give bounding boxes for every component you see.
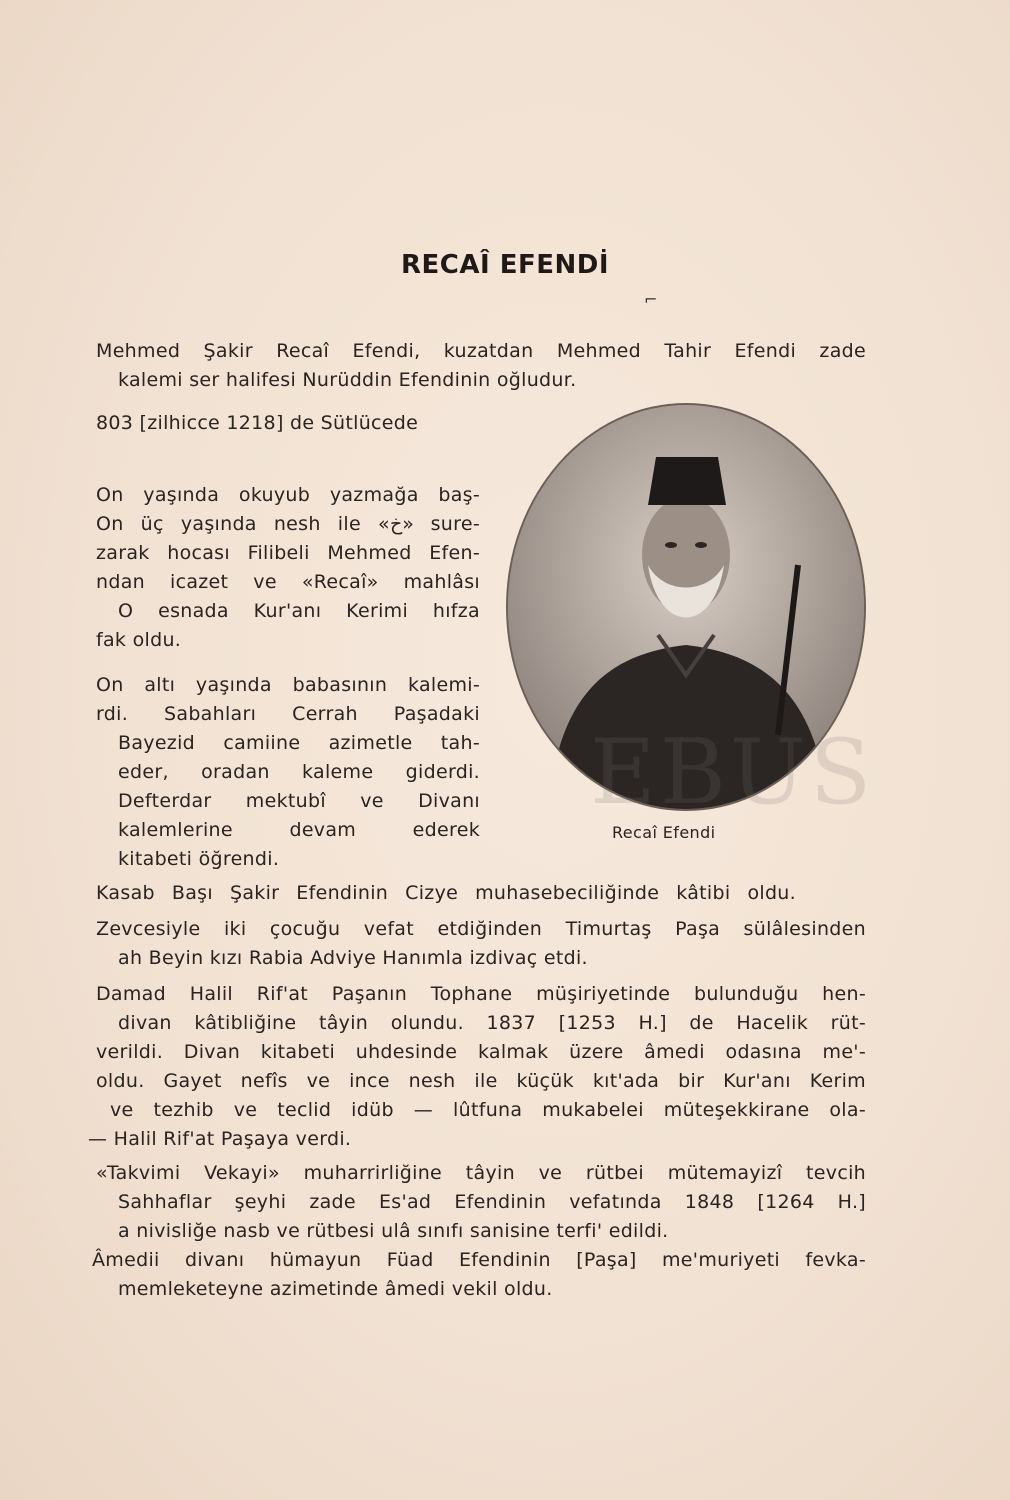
text-line: Kasab Başı Şakir Efendinin Cizye muhasebeciliğinde kâtibi oldu. bbox=[96, 882, 796, 904]
text-line: O esnada Kur'anı Kerimi hıfza bbox=[118, 600, 480, 622]
text-line: 803 [zilhicce 1218] de Sütlücede bbox=[96, 412, 419, 434]
text-line: eder, oradan kaleme giderdi. bbox=[118, 761, 480, 783]
text-line: verildi. Divan kitabeti uhdesinde kalmak üzere âmedi odasına me'- bbox=[96, 1041, 866, 1063]
text-line: Mehmed Şakir Recaî Efendi, kuzatdan Mehmed Tahir Efendi zade bbox=[96, 340, 866, 362]
text-line: ah Beyin kızı Rabia Adviye Hanımla izdivaç etdi. bbox=[118, 947, 588, 969]
text-line: Bayezid camiine azimetle tah- bbox=[118, 732, 480, 754]
text-line: — Halil Rif'at Paşaya verdi. bbox=[88, 1128, 352, 1150]
text-line: fak oldu. bbox=[96, 629, 182, 651]
text-line: divan kâtibliğine tâyin olundu. 1837 [1253 H.] de Hacelik rüt- bbox=[118, 1012, 866, 1034]
text-line: kitabeti öğrendi. bbox=[118, 848, 280, 870]
text-line: a nivisliğe nasb ve rütbesi ulâ sınıfı sanisine terfi' edildi. bbox=[118, 1220, 669, 1242]
text-line: Damad Halil Rif'at Paşanın Tophane müşiriyetinde bulunduğu hen- bbox=[96, 983, 866, 1005]
watermark-text: EBUS bbox=[590, 720, 876, 825]
portrait-caption: Recaî Efendi bbox=[612, 823, 716, 842]
text-line: Sahhaflar şeyhi zade Es'ad Efendinin vefatında 1848 [1264 H.] bbox=[118, 1191, 866, 1213]
text-line: oldu. Gayet nefîs ve ince nesh ile küçük kıt'ada bir Kur'anı Kerim bbox=[96, 1070, 866, 1092]
text-line: «Takvimi Vekayi» muharrirliğine tâyin ve rütbei mütemayizî tevcih bbox=[96, 1162, 866, 1184]
text-line: On üç yaşında nesh ile «خ» sure- bbox=[96, 513, 480, 535]
text-line: zarak hocası Filibeli Mehmed Efen- bbox=[96, 542, 480, 564]
text-line: ndan icazet ve «Recaî» mahlâsı bbox=[96, 571, 480, 593]
text-line: Defterdar mektubî ve Divanı bbox=[118, 790, 480, 812]
text-line: kalemlerine devam ederek bbox=[118, 819, 480, 841]
text-line: memleketeyne azimetinde âmedi vekil oldu. bbox=[118, 1278, 553, 1300]
text-line: On altı yaşında babasının kalemi- bbox=[96, 674, 480, 696]
text-line: kalemi ser halifesi Nurüddin Efendinin oğludur. bbox=[118, 369, 577, 391]
text-line: Âmedii divanı hümayun Füad Efendinin [Paşa] me'muriyeti fevka- bbox=[92, 1249, 866, 1271]
text-line: rdi. Sabahları Cerrah Paşadaki bbox=[96, 703, 480, 725]
text-line: On yaşında okuyub yazmağa baş- bbox=[96, 484, 480, 506]
text-line: Zevcesiyle iki çocuğu vefat etdiğinden Timurtaş Paşa sülâlesinden bbox=[96, 918, 866, 940]
ornament-mark: ⌐ bbox=[644, 290, 658, 309]
page-title: RECAÎ EFENDİ bbox=[400, 250, 609, 280]
text-line: ve tezhib ve teclid idüb — lûtfuna mukabelei müteşekkirane ola- bbox=[110, 1099, 866, 1121]
